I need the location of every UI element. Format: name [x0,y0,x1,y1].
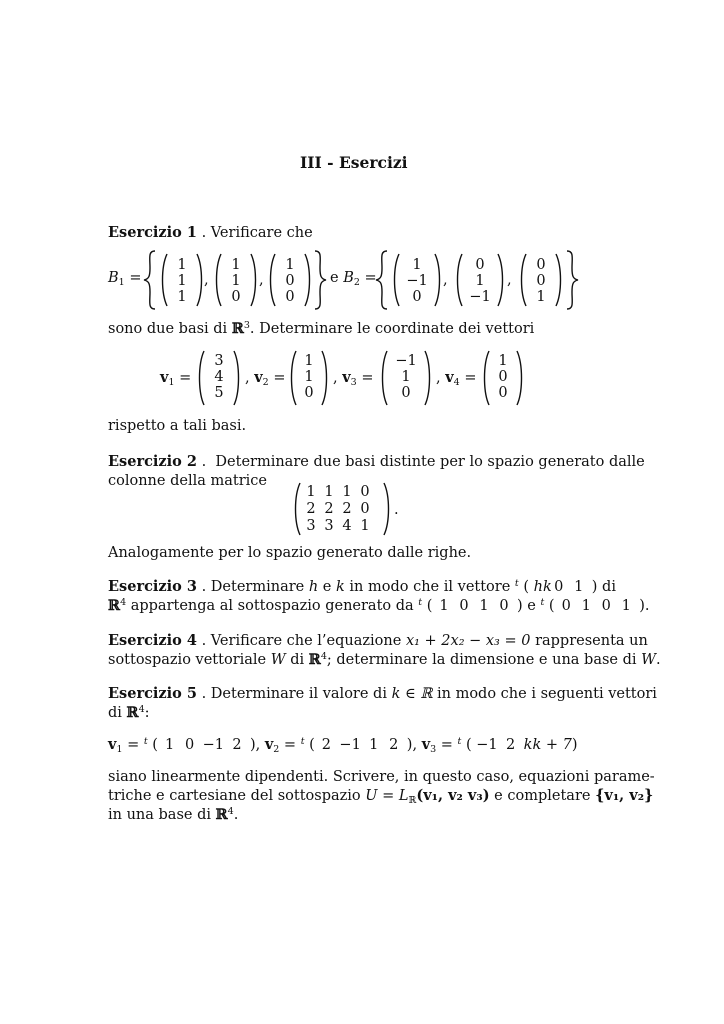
b1-vector-2: 1 1 0 [231,257,241,305]
b2-left-brace [375,250,389,310]
matrix: 1 1 1 0 2 2 2 0 3 3 4 1 [306,484,370,534]
exercise-2-intro: Esercizio 2 . Determinare due basi distinte per lo spazio generato dalle [108,453,645,470]
exercise-2-label: Esercizio 2 [108,453,197,470]
page-title: III - Esercizi [300,153,408,172]
exercise-5-line-5: in una base di ℝ$^4$. [108,806,239,823]
exercise-3-line-2: ℝ$^4$ appartenga al sottospazio generato da $^t$ ( 1 0 1 0 ) e $^t$ ( 0 1 0 1 ). [108,597,650,614]
equation: x₁ + 2x₂ − x₃ = 0 [405,633,531,649]
v1-label: $v_1$ = [160,369,192,388]
row-vector-hk01: ( hk 0 1 ) [523,579,598,595]
b1-right-brace [313,250,327,310]
exercise-5-line-2: di ℝ$^4$: [108,704,150,721]
exercise-5-line-1: Esercizio 5 . Determinare il valore di k ∈ ℝ in modo che i seguenti vettori [108,685,657,702]
v1-vector: 3 4 5 [214,353,224,401]
b2-vector-2: 0 1 −1 [469,257,491,305]
exercise-5-line-4: triche e cartesiane del sottospazio $U = L_ℝ(v_1$, v₂ v₃) e completare {v₁, v₂} [108,787,654,806]
b2-right-brace [565,250,579,310]
exercise-2-line-2: colonne della matrice [108,473,267,489]
b2-vector-3: 0 0 1 [536,257,546,305]
document-page: III - Esercizi Esercizio 1 . Verificare che $B_1$ = 1 1 1 , 1 1 0 , 1 0 0 e $B_2$ = 1 −1 0 , 0 1 −1 , 0 0 1 sono due basi di ℝ$^3$. Determinare le coordinate dei vettori $v_1$ = 3 4 5 , $v_2$ = 1 1 0 , $v_3$ = −1 1 0 , $v_4$ = 1 0 0 rispetto a tali basi. Esercizio 2 . Determinare due basi distinte per lo spazio generato dalle colonne della matrice 1 1 1 0 2 2 2 0 3 3 4 1 . Analogamente per lo spazio generato dalle righe. Esercizio 3 . Determinare h e k in modo che il vettore $^t$ ( hk 0 1 ) di ℝ$^4$ appartenga al sottospazio generato da $^t$ ( 1 0 1 0 ) e $^t$ ( 0 1 0 1 ). Esercizio 4 . Verificare che l’equazione x₁ + 2x₂ − x₃ = 0 rappresenta un sottospazio vettoriale W di ℝ$^4$; determinare la dimensione e una base di W. Esercizio 5 . Determinare il valore di k ∈ ℝ in modo che i seguenti vettori di ℝ$^4$: $v_1 = ^t$ ( 1 0 −1 2 ), $v_2 = ^t$ ( 2 −1 1 2 ), $v_3 = ^t$ ( −1 2 kk + 7) siano linearmente dipendenti. Scrivere, in questo caso, equazioni parame- triche e cartesiane del sottospazio $U = L_ℝ(v_1$, v₂ v₃) e completare {v₁, v₂} in una base di ℝ$^4$. [108,153,661,823]
v3-vector: −1 1 0 [395,353,417,401]
exercise-3-label: Esercizio 3 [108,578,197,595]
v4-label: , $v_4$ = [436,369,477,388]
v3-label: , $v_3$ = [333,369,374,388]
exercise-5-vectors: $v_1 = ^t$ ( 1 0 −1 2 ), $v_2 = ^t$ ( 2 −1 1 2 ), $v_3 = ^t$ ( −1 2 kk + 7) [108,736,578,755]
b2-vector-1: 1 −1 0 [406,257,428,305]
exercise-1-label: Esercizio 1 [108,224,197,241]
exercise-4-line-1: Esercizio 4 . Verificare che l’equazione x₁ + 2x₂ − x₃ = 0 rappresenta un [108,632,648,649]
exercise-4-line-2: sottospazio vettoriale W di ℝ$^4$; determinare la dimensione e una base di W. [108,651,661,668]
exercise-5-label: Esercizio 5 [108,685,197,702]
b1-left-brace [143,250,157,310]
v2-vector: 1 1 0 [304,353,314,401]
v1-row: ( 1 0 −1 2 ) [152,737,256,753]
v2-label: , $v_2$ = [245,369,286,388]
row-vector-a: ( 1 0 1 0 ) [426,598,523,614]
b1-vector-3: 1 0 0 [285,257,295,305]
exercise-1-line-2: sono due basi di ℝ$^3$. Determinare le coordinate dei vettori [108,320,535,337]
exercise-4-label: Esercizio 4 [108,632,197,649]
v2-row: ( 2 −1 1 2 ) [309,737,413,753]
b1-vector-1: 1 1 1 [177,257,187,305]
exercise-1-intro: Esercizio 1 . Verificare che [108,224,313,241]
v3-row: ( −1 2 kk + 7) [465,737,578,753]
exercise-3-line-1: Esercizio 3 . Determinare h e k in modo che il vettore $^t$ ( hk 0 1 ) di [108,578,616,595]
v4-vector: 1 0 0 [498,353,508,401]
b2-label: e $B_2$ = [330,270,377,288]
row-vector-b: ( 0 1 0 1 ) [548,598,645,614]
exercise-5-line-3: siano linearmente dipendenti. Scrivere, in questo caso, equazioni parame- [108,769,655,785]
exercise-2-line-3: Analogamente per lo spazio generato dalle righe. [108,545,472,561]
exercise-1-line-3: rispetto a tali basi. [108,418,247,434]
b1-label: $B_1$ = [108,270,142,288]
